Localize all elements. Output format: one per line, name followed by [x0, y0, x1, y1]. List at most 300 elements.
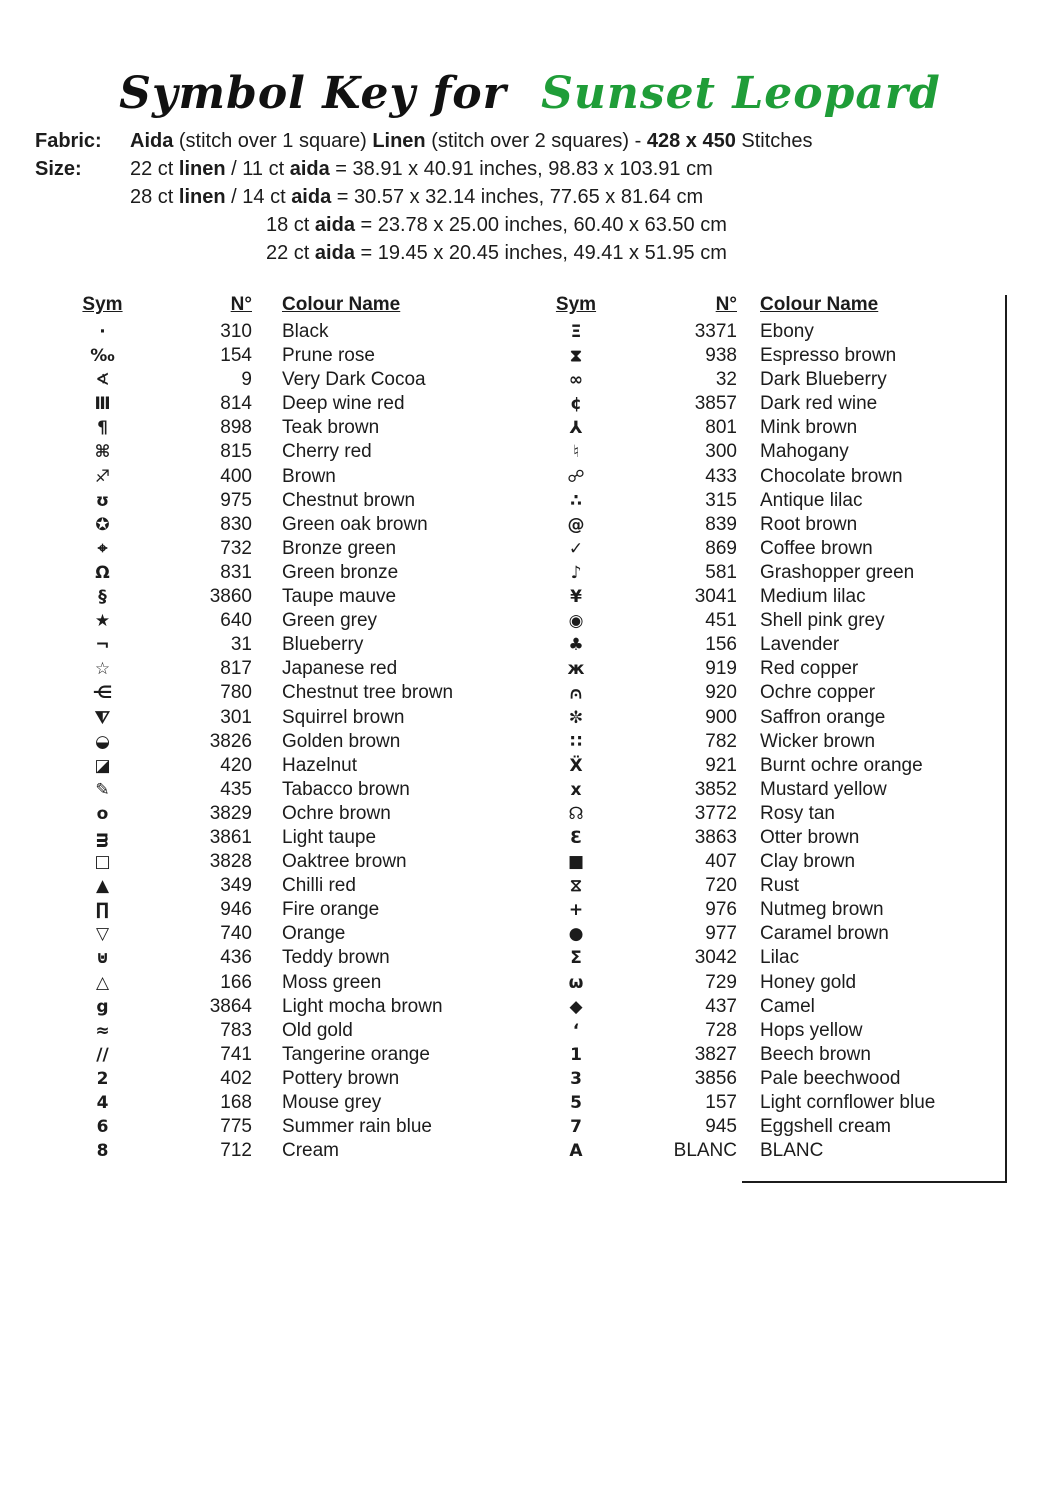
- size-row: [35, 155, 727, 267]
- table-header: [75, 294, 505, 320]
- symbol-glyph: ⋲: [92, 683, 113, 704]
- thread-number: 775: [220, 1116, 252, 1138]
- text-segment: linen: [178, 186, 226, 208]
- symbol-glyph: ●: [568, 924, 584, 945]
- key-row: [548, 971, 1006, 995]
- header-colour-name: Colour Name: [760, 294, 879, 315]
- symbol-glyph: o: [96, 803, 109, 824]
- key-row: [75, 320, 505, 344]
- key-row: [548, 537, 1006, 561]
- thread-number: 32: [715, 369, 737, 391]
- key-row: [75, 1139, 505, 1163]
- thread-number: 3863: [694, 826, 737, 848]
- symbol-glyph: 2: [96, 1068, 109, 1089]
- symbol-glyph: Ξ: [570, 322, 582, 342]
- text-segment: (stitch over 1 square): [173, 130, 373, 152]
- thread-number: 3826: [209, 730, 252, 752]
- thread-number: 900: [705, 706, 737, 728]
- table-border-right: [1005, 295, 1007, 1183]
- text-segment: = 19.45 x 20.45 inches, 49.41 x 51.95 cm: [354, 242, 727, 264]
- symbol-glyph: ⌖: [97, 538, 108, 559]
- colour-name: Pottery brown: [282, 1067, 400, 1089]
- colour-name: Grashopper green: [760, 561, 915, 583]
- thread-number: 720: [705, 875, 737, 897]
- key-row: [548, 898, 1006, 922]
- colour-name: Light taupe: [282, 826, 377, 848]
- colour-name: Root brown: [760, 513, 858, 535]
- header-number: N°: [715, 294, 737, 315]
- symbol-glyph: 7: [570, 1117, 582, 1138]
- key-row: [548, 802, 1006, 826]
- colour-name: Summer rain blue: [282, 1116, 432, 1138]
- symbol-glyph: ¬: [95, 635, 110, 656]
- thread-number: 420: [220, 754, 252, 776]
- colour-name: Green oak brown: [282, 513, 428, 535]
- symbol-glyph: ¶: [97, 418, 108, 439]
- thread-number: 920: [705, 682, 737, 704]
- symbol-glyph: ʊ: [95, 490, 110, 511]
- symbol-glyph: ☍: [567, 466, 585, 487]
- table-body-right: [548, 320, 1006, 1163]
- colour-name: Nutmeg brown: [760, 899, 884, 921]
- thread-number: 3860: [209, 586, 252, 608]
- symbol-glyph: x: [570, 779, 582, 800]
- key-row: [75, 609, 505, 633]
- symbol-glyph: ∞: [568, 370, 584, 391]
- thread-number: 435: [220, 778, 252, 800]
- thread-number: 315: [705, 489, 737, 511]
- key-row: [75, 1091, 505, 1115]
- thread-number: 946: [220, 899, 252, 921]
- key-row: [548, 826, 1006, 850]
- key-row: [548, 392, 1006, 416]
- key-row: [75, 874, 505, 898]
- colour-name: Ochre brown: [282, 802, 391, 824]
- colour-name: Pale beechwood: [760, 1067, 901, 1089]
- thread-number: 3827: [694, 1043, 737, 1065]
- key-row: [548, 922, 1006, 946]
- key-row: [75, 1043, 505, 1067]
- thread-number: 780: [220, 682, 252, 704]
- thread-number: 581: [705, 561, 737, 583]
- colour-name: Very Dark Cocoa: [282, 369, 426, 391]
- table-header: [548, 294, 1006, 320]
- thread-number: 301: [220, 706, 252, 728]
- colour-name: Hazelnut: [282, 754, 357, 776]
- symbol-glyph: ✓: [568, 538, 584, 559]
- colour-name: Medium lilac: [760, 586, 866, 608]
- thread-number: 300: [705, 441, 737, 463]
- symbol-glyph: ‘: [572, 1020, 580, 1041]
- key-row: [75, 1067, 505, 1091]
- colour-name: Hops yellow: [760, 1019, 863, 1041]
- symbol-glyph: ⩀: [570, 683, 582, 704]
- text-segment: = 23.78 x 25.00 inches, 60.40 x 63.50 cm: [354, 214, 727, 236]
- thread-number: 3857: [694, 393, 737, 415]
- size-line: [266, 211, 727, 239]
- thread-number: 830: [220, 513, 252, 535]
- table-body-left: [75, 320, 505, 1163]
- symbol-glyph: □: [94, 852, 111, 873]
- thread-number: 3772: [694, 802, 737, 824]
- fabric-label: Fabric:: [35, 130, 102, 152]
- thread-number: 3371: [694, 321, 737, 342]
- key-row: [548, 489, 1006, 513]
- colour-name: Golden brown: [282, 730, 401, 752]
- size-line: [130, 155, 727, 183]
- symbol-key-table-right: [548, 294, 1006, 1163]
- symbol-key-table-left: [75, 294, 505, 1163]
- key-row: [548, 320, 1006, 344]
- thread-number: 156: [705, 634, 737, 656]
- size-line: [266, 239, 727, 267]
- colour-name: Wicker brown: [760, 730, 876, 752]
- thread-number: 3829: [209, 802, 252, 824]
- text-segment: linen: [178, 158, 226, 180]
- key-row: [75, 706, 505, 730]
- key-row: [75, 561, 505, 585]
- key-row: [75, 850, 505, 874]
- thread-number: 349: [220, 875, 252, 897]
- symbol-glyph: ∢: [95, 370, 110, 391]
- colour-name: Old gold: [282, 1019, 353, 1041]
- colour-name: Rosy tan: [760, 802, 835, 824]
- thread-number: 975: [220, 489, 252, 511]
- thread-number: 817: [220, 658, 252, 680]
- colour-name: Teddy brown: [282, 947, 390, 969]
- symbol-glyph: 5: [570, 1093, 582, 1113]
- key-row: [75, 1115, 505, 1139]
- key-row: [75, 681, 505, 705]
- colour-name: Prune rose: [282, 345, 375, 367]
- symbol-glyph: Ω: [95, 562, 110, 583]
- text-segment: 22 ct: [130, 158, 179, 180]
- colour-name: Coffee brown: [760, 537, 873, 559]
- symbol-glyph: ᴟ: [96, 827, 109, 848]
- symbol-glyph: ★: [94, 611, 111, 632]
- symbol-glyph: ☊: [568, 803, 584, 824]
- symbol-glyph: ◆: [569, 996, 583, 1017]
- key-row: [75, 802, 505, 826]
- key-row: [548, 730, 1006, 754]
- thread-number: 310: [220, 321, 252, 342]
- thread-number: 728: [705, 1019, 737, 1041]
- colour-name: Cherry red: [282, 441, 372, 463]
- colour-name: Dark Blueberry: [760, 369, 887, 391]
- thread-number: 921: [705, 754, 737, 776]
- thread-number: 166: [220, 971, 252, 993]
- colour-name: Mustard yellow: [760, 778, 887, 800]
- symbol-glyph: Ⅲ: [94, 394, 111, 415]
- colour-name: Espresso brown: [760, 345, 897, 367]
- colour-name: Mahogany: [760, 441, 849, 463]
- symbol-glyph: ✼: [568, 707, 584, 728]
- pattern-name: Sunset Leopard: [541, 68, 941, 119]
- text-segment: 18 ct: [266, 214, 315, 236]
- symbol-glyph: +: [568, 900, 584, 921]
- colour-name: Saffron orange: [760, 706, 886, 728]
- key-row: [75, 585, 505, 609]
- colour-name: Beech brown: [760, 1043, 871, 1065]
- symbol-glyph: Σ: [570, 948, 582, 969]
- thread-number: 814: [220, 393, 252, 415]
- text-segment: 22 ct: [266, 242, 315, 264]
- symbol-glyph: ◪: [94, 755, 111, 776]
- key-row: [548, 513, 1006, 537]
- symbol-glyph: ·: [99, 322, 106, 342]
- key-row: [548, 1115, 1006, 1139]
- symbol-glyph: ▲: [95, 876, 110, 897]
- symbol-glyph: Ɛ: [570, 827, 582, 848]
- text-segment: / 14 ct: [225, 186, 292, 208]
- symbol-glyph: ♪: [570, 562, 582, 583]
- key-row: [548, 1019, 1006, 1043]
- key-row: [548, 995, 1006, 1019]
- page-title: [0, 68, 1060, 119]
- colour-name: Lilac: [760, 947, 800, 969]
- key-row: [548, 465, 1006, 489]
- symbol-glyph: ∏: [95, 900, 110, 921]
- thread-number: 157: [705, 1092, 737, 1113]
- key-row: [75, 633, 505, 657]
- colour-name: Chilli red: [282, 875, 356, 897]
- size-label: Size:: [35, 158, 82, 180]
- text-segment: aida: [291, 186, 332, 208]
- text-segment: 428 x 450: [646, 130, 736, 152]
- header-sym: Sym: [555, 294, 597, 315]
- key-row: [548, 609, 1006, 633]
- text-segment: = 38.91 x 40.91 inches, 98.83 x 103.91 cm: [329, 158, 713, 180]
- symbol-glyph: ♣: [568, 635, 584, 656]
- colour-name: Japanese red: [282, 658, 398, 680]
- symbol-glyph: 4: [96, 1093, 109, 1113]
- key-row: [75, 344, 505, 368]
- thread-number: 945: [705, 1116, 737, 1138]
- key-row: [75, 826, 505, 850]
- colour-name: Honey gold: [760, 971, 857, 993]
- thread-number: 740: [220, 923, 252, 945]
- size-line: [130, 183, 727, 211]
- thread-number: 741: [220, 1043, 252, 1065]
- colour-name: Light cornflower blue: [760, 1092, 936, 1113]
- colour-name: Antique lilac: [760, 489, 863, 511]
- key-row: [548, 440, 1006, 464]
- key-row: [75, 946, 505, 970]
- symbol-glyph: △: [95, 972, 110, 993]
- symbol-glyph: ¥: [570, 587, 582, 608]
- key-row: [548, 368, 1006, 392]
- symbol-glyph: ☆: [94, 659, 111, 680]
- symbol-glyph: @: [567, 514, 585, 535]
- symbol-glyph: ♐: [94, 466, 111, 487]
- text-segment: aida: [289, 158, 330, 180]
- key-row: [548, 754, 1006, 778]
- symbol-glyph: 1: [570, 1044, 582, 1065]
- text-segment: aida: [314, 214, 355, 236]
- thread-number: 433: [705, 465, 737, 487]
- thread-number: 783: [220, 1019, 252, 1041]
- colour-name: Red copper: [760, 658, 859, 680]
- colour-name: Camel: [760, 995, 815, 1017]
- symbol-glyph: ◒: [95, 731, 110, 752]
- key-row: [548, 657, 1006, 681]
- thread-number: 3041: [694, 586, 737, 608]
- colour-name: Tangerine orange: [282, 1043, 430, 1065]
- key-row: [75, 778, 505, 802]
- colour-name: Lavender: [760, 634, 840, 656]
- colour-name: Chestnut tree brown: [282, 682, 454, 704]
- key-row: [548, 633, 1006, 657]
- thread-number: 407: [705, 851, 737, 873]
- thread-number: 400: [220, 465, 252, 487]
- key-row: [75, 730, 505, 754]
- key-row: [548, 850, 1006, 874]
- symbol-glyph: ✎: [95, 779, 110, 800]
- symbol-glyph: ж: [567, 659, 585, 680]
- thread-number: 831: [220, 561, 252, 583]
- colour-name: Eggshell cream: [760, 1116, 891, 1138]
- key-row: [75, 513, 505, 537]
- key-row: [548, 561, 1006, 585]
- thread-number: BLANC: [673, 1140, 737, 1162]
- thread-number: 977: [705, 923, 737, 945]
- symbol-glyph: ¢: [570, 394, 582, 415]
- symbol-glyph: g: [96, 996, 109, 1017]
- key-row: [75, 392, 505, 416]
- symbol-glyph: A: [569, 1141, 583, 1162]
- colour-name: Tabacco brown: [282, 778, 410, 800]
- symbol-glyph: 6: [96, 1117, 109, 1138]
- symbol-glyph: §: [98, 587, 107, 608]
- thread-number: 3828: [209, 851, 252, 873]
- colour-name: Shell pink grey: [760, 610, 885, 632]
- symbol-glyph: ω: [568, 972, 584, 993]
- symbol-glyph: ✪: [95, 514, 110, 535]
- text-segment: Stitches: [735, 130, 813, 152]
- colour-name: Clay brown: [760, 851, 856, 873]
- colour-name: Cream: [282, 1140, 340, 1162]
- thread-number: 437: [705, 995, 737, 1017]
- text-segment: Linen: [372, 130, 426, 152]
- key-row: [75, 465, 505, 489]
- text-segment: = 30.57 x 32.14 inches, 77.65 x 81.64 cm: [331, 186, 704, 208]
- thread-number: 938: [705, 345, 737, 367]
- header-sym: Sym: [82, 294, 123, 315]
- thread-number: 9: [241, 369, 252, 391]
- key-row: [75, 995, 505, 1019]
- thread-number: 815: [220, 441, 252, 463]
- thread-number: 729: [705, 971, 737, 993]
- colour-name: Caramel brown: [760, 923, 889, 945]
- key-row: [548, 1139, 1006, 1163]
- key-row: [548, 1091, 1006, 1115]
- key-row: [75, 922, 505, 946]
- symbol-glyph: ⌘: [94, 442, 111, 463]
- thread-number: 168: [220, 1092, 252, 1113]
- symbol-glyph: ∷: [570, 731, 582, 752]
- thread-number: 3861: [209, 826, 252, 848]
- colour-name: Teak brown: [282, 417, 380, 439]
- colour-name: Squirrel brown: [282, 706, 405, 728]
- colour-name: Mouse grey: [282, 1092, 382, 1113]
- colour-name: Otter brown: [760, 826, 860, 848]
- colour-name: Green grey: [282, 610, 378, 632]
- colour-name: Burnt ochre orange: [760, 754, 923, 776]
- key-row: [548, 706, 1006, 730]
- key-row: [75, 971, 505, 995]
- colour-name: Orange: [282, 923, 346, 945]
- colour-name: Brown: [282, 465, 336, 487]
- key-row: [75, 754, 505, 778]
- colour-name: Bronze green: [282, 537, 397, 559]
- table-border-bottom: [742, 1181, 1007, 1183]
- key-row: [75, 440, 505, 464]
- thread-number: 869: [705, 537, 737, 559]
- thread-number: 154: [220, 345, 252, 367]
- key-row: [548, 946, 1006, 970]
- header-colour-name: Colour Name: [282, 294, 401, 315]
- colour-name: Green bronze: [282, 561, 399, 583]
- key-row: [548, 1067, 1006, 1091]
- thread-number: 919: [705, 658, 737, 680]
- symbol-glyph: ⊍: [95, 948, 110, 969]
- thread-number: 31: [230, 634, 252, 656]
- fabric-description: [130, 127, 813, 155]
- thread-number: 3852: [694, 778, 737, 800]
- colour-name: Fire orange: [282, 899, 380, 921]
- colour-name: Light mocha brown: [282, 995, 443, 1017]
- colour-name: Dark red wine: [760, 393, 878, 415]
- fabric-row: [35, 127, 813, 155]
- symbol-glyph: ♮: [572, 442, 580, 463]
- colour-name: Chocolate brown: [760, 465, 903, 487]
- thread-number: 3042: [694, 947, 737, 969]
- key-row: [75, 657, 505, 681]
- symbol-glyph: ‰: [90, 346, 115, 367]
- header-number: N°: [230, 294, 252, 315]
- symbol-glyph: 8: [96, 1141, 109, 1162]
- symbol-glyph: ▽: [95, 924, 110, 945]
- symbol-glyph: Ẍ: [569, 755, 583, 776]
- text-segment: (stitch over 2 squares) -: [425, 130, 647, 152]
- title-prefix: Symbol Key for: [119, 68, 507, 119]
- colour-name: Taupe mauve: [282, 586, 397, 608]
- symbol-glyph: ⅄: [569, 418, 583, 439]
- key-row: [75, 898, 505, 922]
- colour-name: Black: [282, 321, 329, 342]
- key-row: [75, 537, 505, 561]
- text-segment: / 11 ct: [225, 158, 290, 180]
- symbol-glyph: 3: [570, 1068, 582, 1089]
- size-lines: [130, 155, 727, 267]
- symbol-glyph: ∴: [570, 490, 582, 511]
- key-row: [75, 368, 505, 392]
- thread-number: 3856: [694, 1067, 737, 1089]
- thread-number: 3864: [209, 995, 252, 1017]
- symbol-glyph: ⧖: [570, 876, 582, 897]
- key-row: [548, 1043, 1006, 1067]
- thread-number: 451: [705, 610, 737, 632]
- key-row: [548, 344, 1006, 368]
- key-row: [548, 778, 1006, 802]
- thread-number: 712: [220, 1140, 252, 1162]
- symbol-glyph: ⧗: [570, 346, 582, 367]
- key-row: [548, 681, 1006, 705]
- key-row: [548, 874, 1006, 898]
- thread-number: 782: [705, 730, 737, 752]
- key-row: [548, 585, 1006, 609]
- thread-number: 732: [220, 537, 252, 559]
